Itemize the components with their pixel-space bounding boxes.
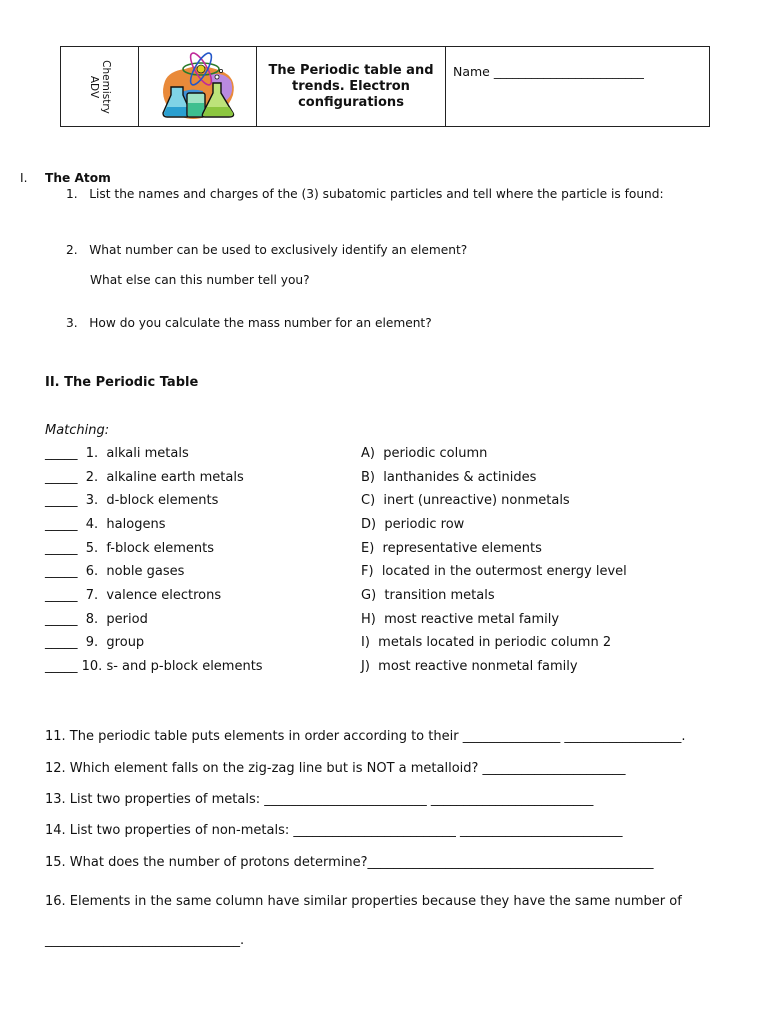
subject-line2: ADV bbox=[87, 75, 100, 98]
question-2: 2. What number can be used to exclusively identify an element? bbox=[66, 243, 468, 257]
matching-item: _____ 4. halogens bbox=[45, 517, 166, 532]
matching-choice: D) periodic row bbox=[361, 517, 465, 532]
matching-item: _____ 9. group bbox=[45, 635, 145, 650]
matching-choice: H) most reactive metal family bbox=[361, 612, 560, 627]
name-field: Name ________________________ bbox=[453, 64, 644, 79]
matching-item: _____ 5. f-block elements bbox=[45, 541, 214, 556]
chemistry-atom-flasks-icon bbox=[157, 51, 241, 123]
worksheet-title: The Periodic table and trends. Electron configurations bbox=[268, 62, 434, 110]
clipart-cell bbox=[139, 47, 257, 126]
matching-label: Matching: bbox=[45, 423, 110, 438]
matching-choice: G) transition metals bbox=[361, 588, 495, 603]
question-16: 16. Elements in the same column have similar properties because they have the same number of bbox=[45, 894, 682, 909]
question-14: 14. List two properties of non-metals: _________________________ _________________________ bbox=[45, 823, 623, 838]
question-1: 1. List the names and charges of the (3) subatomic particles and tell where the particle is found: bbox=[66, 187, 664, 201]
matching-choice: A) periodic column bbox=[361, 446, 488, 461]
matching-choice: E) representative elements bbox=[361, 541, 542, 556]
matching-choice: F) located in the outermost energy level bbox=[361, 564, 627, 579]
question-3: 3. How do you calculate the mass number for an element? bbox=[66, 316, 432, 330]
matching-item: _____ 10. s- and p-block elements bbox=[45, 659, 263, 674]
matching-choice: B) lanthanides & actinides bbox=[361, 470, 537, 485]
title-cell bbox=[257, 47, 446, 126]
matching-item: _____ 1. alkali metals bbox=[45, 446, 189, 461]
subject-cell bbox=[61, 47, 139, 126]
question-16-blank: ______________________________. bbox=[45, 933, 245, 948]
matching-item: _____ 2. alkaline earth metals bbox=[45, 470, 244, 485]
matching-item: _____ 6. noble gases bbox=[45, 564, 185, 579]
matching-choice: I) metals located in periodic column 2 bbox=[361, 635, 612, 650]
matching-item: _____ 8. period bbox=[45, 612, 148, 627]
question-2b: What else can this number tell you? bbox=[90, 273, 310, 287]
section2-heading: II. The Periodic Table bbox=[45, 375, 199, 390]
matching-choice: C) inert (unreactive) nonmetals bbox=[361, 493, 570, 508]
section1-heading: The Atom bbox=[45, 171, 111, 185]
matching-choice: J) most reactive nonmetal family bbox=[361, 659, 578, 674]
question-13: 13. List two properties of metals: _________________________ _________________________ bbox=[45, 792, 594, 807]
header-table bbox=[60, 46, 710, 127]
section1-numeral: I. bbox=[20, 171, 28, 185]
question-11: 11. The periodic table puts elements in order according to their _______________ __________________. bbox=[45, 729, 686, 744]
question-15: 15. What does the number of protons determine?____________________________________________ bbox=[45, 855, 654, 870]
matching-item: _____ 3. d-block elements bbox=[45, 493, 219, 508]
matching-item: _____ 7. valence electrons bbox=[45, 588, 222, 603]
question-12: 12. Which element falls on the zig-zag line but is NOT a metalloid? ______________________ bbox=[45, 761, 626, 776]
name-cell bbox=[446, 47, 709, 126]
subject-label bbox=[88, 60, 112, 114]
subject-line1: Chemistry bbox=[99, 59, 112, 114]
